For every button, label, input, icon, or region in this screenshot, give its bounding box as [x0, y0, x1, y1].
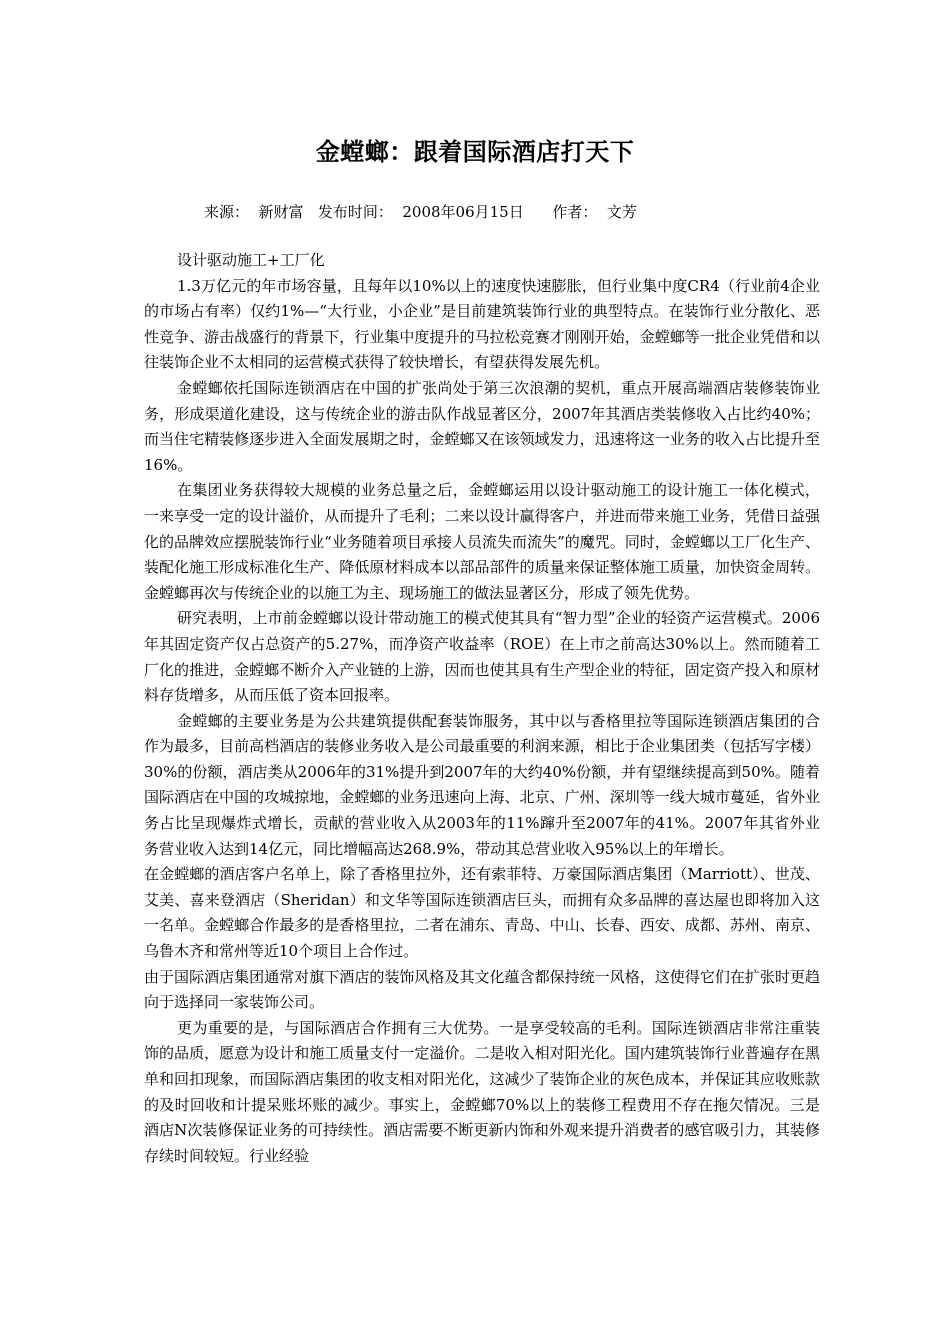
article-body [144, 248, 820, 1169]
paragraph: 由于国际酒店集团通常对旗下酒店的装饰风格及其文化蕴含都保持统一风格，这使得它们在扩张时更趋向于选择同一家装饰公司。 [144, 967, 820, 1012]
paragraph: 在金螳螂的酒店客户名单上，除了香格里拉外，还有索菲特、万豪国际酒店集团（Marriott）、世茂、艾美、喜来登酒店（Sheridan）和文华等国际连锁酒店巨头，而拥有众多品牌的喜达屋也即将加入这一名单。金螳螂合作最多的是香格里拉，二者在浦东、青岛、中山、长春、西安、成都、苏州、南京、乌鲁木齐和常州等近10个项目上合作过。 [144, 865, 820, 961]
paragraph: 在集团业务获得较大规模的业务总量之后，金螳螂运用以设计驱动施工的设计施工一体化模式，一来享受一定的设计溢价，从而提升了毛利；二来以设计赢得客户，并进而带来施工业务，凭借日益强化的品牌效应摆脱装饰行业“业务随着项目承接人员流失而流失”的魔咒。同时，金螳螂以工厂化生产、装配化施工形成标准化生产、降低原材料成本以部品部件的质量来保证整体施工质量，加快资金周转。金螳螂再次与传统企业的以施工为主、现场施工的做法显著区分，形成了领先优势。 [144, 481, 820, 602]
paragraph: 研究表明，上市前金螳螂以设计带动施工的模式使其具有“智力型”企业的轻资产运营模式。2006年其固定资产仅占总资产的5.27%，而净资产收益率（ROE）在上市之前高达30%以上。然而随着工厂化的推进，金螳螂不断介入产业链的上游，因而也使其具有生产型企业的特征，固定资产投入和原材料存货增多，从而压低了资本回报率。 [144, 609, 820, 705]
article-meta-line: 来源： 新财富 发布时间： 2008年06月15日 作者： 文芳 [204, 203, 637, 221]
paragraph: 更为重要的是，与国际酒店合作拥有三大优势。一是享受较高的毛利。国际连锁酒店非常注重装饰的品质，愿意为设计和施工质量支付一定溢价。二是收入相对阳光化。国内建筑装饰行业普遍存在黑单和回扣现象，而国际酒店集团的收支相对阳光化，这减少了装饰企业的灰色成本，并保证其应收账款的及时回收和计提呆账坏账的减少。事实上，金螳螂70%以上的装修工程费用不存在拖欠情况。三是酒店N次装修保证业务的可持续性。酒店需要不断更新内饰和外观来提升消费者的感官吸引力，其装修存续时间较短。行业经验 [144, 1018, 820, 1165]
document-title: 金螳螂：跟着国际酒店打天下 [315, 137, 635, 166]
paragraph: 1.3万亿元的年市场容量，且每年以10%以上的速度快速膨胀，但行业集中度CR4（行业前4企业的市场占有率）仅约1%—“大行业，小企业”是目前建筑装饰行业的典型特点。在装饰行业分散化、恶性竞争、游击战盛行的背景下，行业集中度提升的马拉松竞赛才刚刚开始，金螳螂等一批企业凭借和以往装饰企业不太相同的运营模式获得了较快增长，有望获得发展先机。 [144, 276, 820, 372]
paragraph: 设计驱动施工+工厂化 [177, 251, 325, 269]
paragraph: 金螳螂依托国际连锁酒店在中国的扩张尚处于第三次浪潮的契机，重点开展高端酒店装修装饰业务，形成渠道化建设，这与传统企业的游击队作战显著区分，2007年其酒店类装修收入占比约40%；而当住宅精装修逐步进入全面发展期之时，金螳螂又在该领域发力，迅速将这一业务的收入占比提升至16%。 [144, 378, 820, 474]
paragraph: 金螳螂的主要业务是为公共建筑提供配套装饰服务，其中以与香格里拉等国际连锁酒店集团的合作为最多，目前高档酒店的装修业务收入是公司最重要的利润来源，相比于企业集团类（包括写字楼）30%的份额，酒店类从2006年的31%提升到2007年的大约40%份额，并有望继续提高到50%。随着国际酒店在中国的攻城掠地，金螳螂的业务迅速向上海、北京、广州、深圳等一线大城市蔓延，省外业务占比呈现爆炸式增长，贡献的营业收入从2003年的11%蹿升至2007年的41%。2007年其省外业务营业收入达到14亿元，同比增幅高达268.9%，带动其总营业收入95%以上的年增长。 [144, 711, 820, 858]
